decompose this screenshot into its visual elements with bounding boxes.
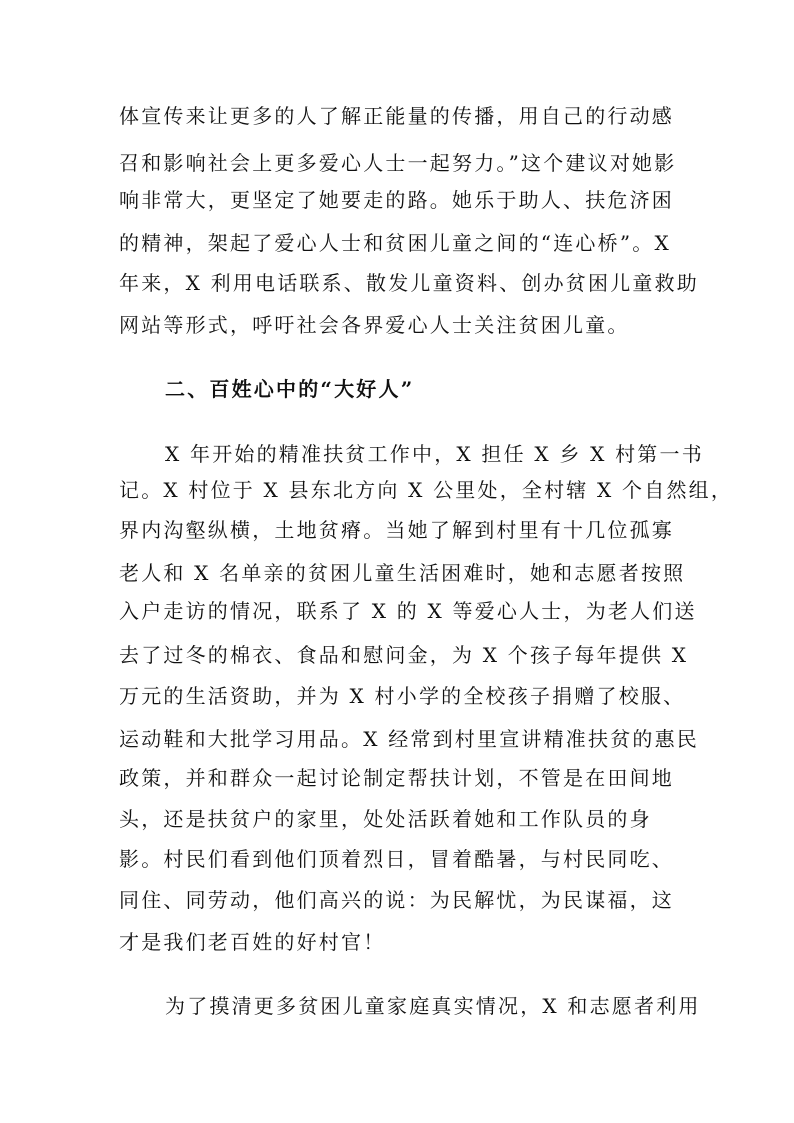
paragraph-line: X 年开始的精准扶贫工作中，X 担任 X 乡 X 村第一书 bbox=[165, 442, 704, 466]
paragraph-line: 头，还是扶贫户的家里，处处活跃着她和工作队员的身 bbox=[119, 807, 652, 831]
paragraph-line: 才是我们老百姓的好村官！ bbox=[119, 930, 386, 954]
paragraph-line: 老人和 X 名单亲的贫困儿童生活困难时，她和志愿者按照 bbox=[119, 561, 686, 585]
paragraph-line: 去了过冬的棉衣、食品和慰问金，为 X 个孩子每年提供 X bbox=[119, 643, 689, 667]
paragraph-line: 界内沟壑纵横，土地贫瘠。当她了解到村里有十几位孤寡 bbox=[119, 518, 674, 542]
paragraph-line: 入户走访的情况，联系了 X 的 X 等爱心人士，为老人们送 bbox=[119, 599, 697, 623]
paragraph-line: 召和影响社会上更多爱心人士一起努力。”这个建议对她影 bbox=[119, 151, 677, 175]
paragraph-line: 体宣传来让更多的人了解正能量的传播，用自己的行动感 bbox=[119, 104, 674, 128]
paragraph-line: 为了摸清更多贫困儿童家庭真实情况，X 和志愿者利用 bbox=[165, 994, 701, 1018]
paragraph-line: 的精神，架起了爱心人士和贫困儿童之间的“连心桥”。X bbox=[119, 231, 671, 255]
section-heading: 二、百姓心中的“大好人” bbox=[165, 377, 415, 401]
paragraph-line: 年来，X 利用电话联系、散发儿童资料、创办贫困儿童救助 bbox=[119, 271, 699, 295]
paragraph-line: 响非常大，更坚定了她要走的路。她乐于助人、扶危济困 bbox=[119, 188, 674, 212]
paragraph-line: 网站等形式，呼吁社会各界爱心人士关注贫困儿童。 bbox=[119, 313, 630, 337]
paragraph-line: 政策，并和群众一起讨论制定帮扶计划，不管是在田间地 bbox=[119, 766, 674, 790]
paragraph-line: 运动鞋和大批学习用品。X 经常到村里宣讲精准扶贫的惠民 bbox=[119, 727, 699, 751]
paragraph-line: 影。村民们看到他们顶着烈日，冒着酷暑，与村民同吃、 bbox=[119, 847, 674, 871]
paragraph-line: 记。X 村位于 X 县东北方向 X 公里处，全村辖 X 个自然组， bbox=[119, 478, 734, 502]
paragraph-line: 同住、同劳动，他们高兴的说：为民解忧，为民谋福，这 bbox=[119, 888, 674, 912]
paragraph-line: 万元的生活资助，并为 X 村小学的全校孩子捐赠了校服、 bbox=[119, 684, 686, 708]
